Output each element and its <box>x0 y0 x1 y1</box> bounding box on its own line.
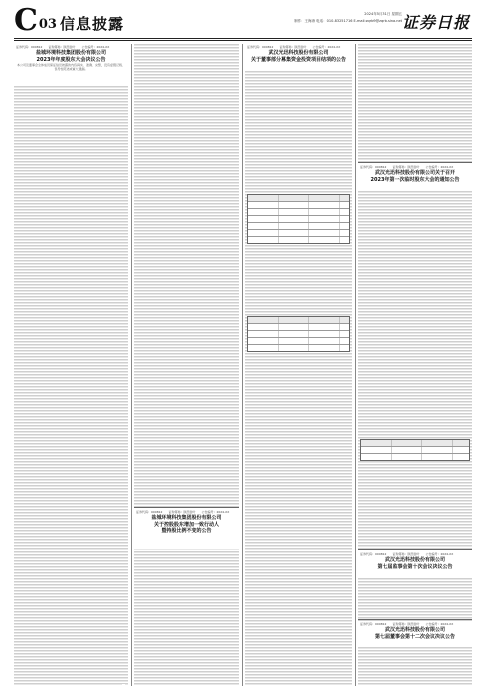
column-divider <box>242 44 243 686</box>
date-line: 2024年5月31日 星期五 <box>364 12 402 16</box>
announcement-header <box>358 164 472 190</box>
column-divider <box>131 44 132 686</box>
stock-code-line: 证券代码：000812 证券简称：陕西金叶 公告编号：2024-XX <box>360 622 454 626</box>
masthead-rule-thin <box>14 40 472 41</box>
data-table <box>247 316 350 352</box>
section-rule <box>358 549 472 550</box>
disclaimer: 本公司及董事会全体成员保证信息披露的内容真实、准确、完整，没有虚假记载、误导性陈述或重大遗漏。 <box>17 63 126 71</box>
table-row <box>248 202 349 209</box>
contact-line: 制作：王海涛 电话：010-83251716 E-mail:zqrb9@zqrb.sina.net <box>294 19 402 23</box>
announcement-header <box>14 44 128 86</box>
column-3 <box>245 44 352 686</box>
page-letter: C <box>14 3 38 38</box>
table-row <box>361 440 469 447</box>
stock-code-line: 证券代码：000812 证券简称：陕西金叶 公告编号：2024-XX <box>247 45 341 49</box>
column-4 <box>358 44 472 686</box>
masthead <box>0 0 484 40</box>
table-row <box>248 345 349 351</box>
company-name: 盐城环境科技集团股份有限公司 <box>35 50 106 56</box>
section-rule <box>134 507 239 508</box>
announcement-title-line1: 关于控股股东增加一致行动人 <box>153 521 219 528</box>
masthead-rule <box>14 38 472 39</box>
announcement-header <box>358 551 472 577</box>
table-row <box>248 237 349 243</box>
section-title: 信息披露 <box>60 15 125 33</box>
stock-code-line: 证券代码：000812 证券简称：陕西金叶 公告编号：2024-XX <box>360 552 454 556</box>
page-number <box>14 3 57 38</box>
company-name: 武汉光迅科技股份有限公司 <box>268 50 329 56</box>
page-number-digits: 03 <box>38 17 57 32</box>
table-row <box>248 195 349 202</box>
stock-code-line: 证券代码：000812 证券简称：陕西金叶 公告编号：2024-XX <box>136 510 230 514</box>
announcement-header <box>245 44 352 70</box>
announcement-title: 关于董事部分募集资金投资项目结项的公告 <box>250 56 346 63</box>
body-text-lines <box>358 44 472 686</box>
announcement-title: 2023年第一次临时股东大会的通知公告 <box>370 176 460 183</box>
column-1 <box>14 44 128 686</box>
announcement-header <box>358 621 472 647</box>
table-row <box>248 331 349 338</box>
table-row <box>248 324 349 331</box>
stock-code-line: 证券代码：000812 证券简称：陕西金叶 公告编号：2024-XX <box>360 165 454 169</box>
column-divider <box>355 44 356 686</box>
announcement-title-line2: 暨持股比例不变的公告 <box>161 528 212 534</box>
table-row <box>248 216 349 223</box>
section-rule <box>358 162 472 163</box>
company-name: 武汉光迅科技股份有限公司 <box>384 557 445 563</box>
company-name: 武汉光迅科技股份有限公司 <box>384 627 445 633</box>
table-row <box>361 447 469 454</box>
table-row <box>248 230 349 237</box>
stock-code-line: 证券代码：000812 证券简称：陕西金叶 公告编号：2024-XX <box>16 45 110 49</box>
data-table <box>247 194 350 244</box>
announcement-header <box>134 509 239 549</box>
section-rule <box>358 619 472 620</box>
newspaper-logo: 证券日报 <box>401 13 470 32</box>
table-row <box>248 338 349 345</box>
table-row <box>248 317 349 324</box>
table-row <box>248 223 349 230</box>
body-text-lines <box>245 44 352 686</box>
column-2 <box>134 44 239 686</box>
body-text-lines <box>134 44 239 686</box>
table-row <box>361 454 469 460</box>
data-table <box>360 439 470 461</box>
announcement-title: 2023年年度股东大会决议公告 <box>36 56 106 63</box>
company-name: 武汉光迅科技股份有限公司关于召开 <box>374 170 455 176</box>
company-name: 盐城环境科技集团股份有限公司 <box>151 515 222 521</box>
announcement-title: 第七届董事会第十二次会议决议公告 <box>374 633 455 640</box>
signature <box>122 684 125 686</box>
table-row <box>248 209 349 216</box>
body-text-lines <box>14 44 128 686</box>
announcement-title: 第七届监事会第十次会议决议公告 <box>377 563 453 570</box>
